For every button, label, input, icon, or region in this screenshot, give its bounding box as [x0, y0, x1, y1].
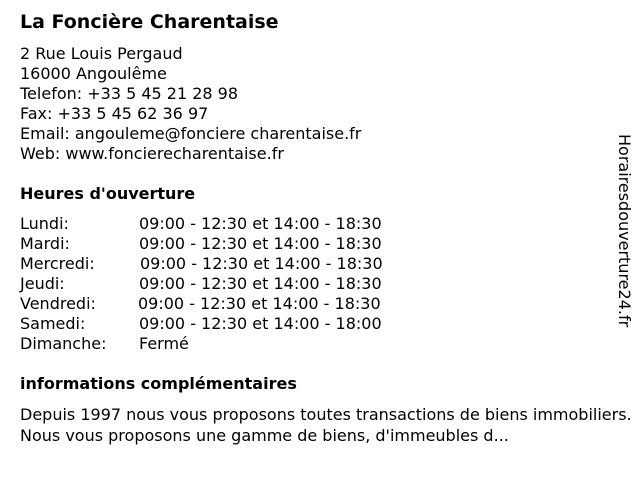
- hours-row-wednesday: [20, 254, 440, 274]
- hours-value: 09:00 - 12:30 et 14:00 - 18:30: [138, 294, 381, 313]
- phone-number[interactable]: Telefon: +33 5 45 21 28 98: [20, 84, 239, 103]
- hours-row-thursday: [20, 274, 440, 294]
- hours-value: 09:00 - 12:30 et 14:00 - 18:00: [139, 314, 382, 333]
- hours-value: 09:00 - 12:30 et 14:00 - 18:30: [139, 214, 382, 233]
- hours-heading: Heures d'ouverture: [20, 184, 196, 203]
- hours-row-sunday: [20, 334, 440, 354]
- email-address[interactable]: Email: angouleme@fonciere charentaise.fr: [20, 124, 362, 143]
- company-name: La Foncière Charentaise: [20, 11, 279, 33]
- hours-row-friday: [20, 294, 440, 314]
- day-label: Mardi:: [20, 234, 70, 253]
- address-street: 2 Rue Louis Pergaud: [20, 44, 183, 63]
- hours-value: 09:00 - 12:30 et 14:00 - 18:30: [139, 234, 382, 253]
- day-label: Mercredi:: [20, 254, 95, 273]
- fax-number: Fax: +33 5 45 62 36 97: [20, 104, 209, 123]
- day-label: Samedi:: [20, 314, 86, 333]
- info-heading: informations complémentaires: [20, 374, 297, 393]
- hours-row-tuesday: [20, 234, 440, 254]
- hours-value: 09:00 - 12:30 et 14:00 - 18:30: [140, 254, 383, 273]
- hours-row-saturday: [20, 314, 440, 334]
- day-label: Lundi:: [20, 214, 69, 233]
- contact-block: [20, 44, 361, 164]
- side-link-label[interactable]: Horairesdouverture24.fr: [615, 134, 634, 328]
- hours-value: Fermé: [139, 334, 189, 353]
- info-description: Depuis 1997 nous vous proposons toutes transactions de biens immobiliers. Nous vous proposons une gamme de biens, d'immeubles d...: [20, 405, 632, 445]
- day-label: Jeudi:: [20, 274, 65, 293]
- opening-hours-table: [20, 214, 440, 354]
- side-watermark-link[interactable]: [612, 134, 636, 370]
- address-city: 16000 Angoulême: [20, 64, 167, 83]
- day-label: Vendredi:: [20, 294, 96, 313]
- day-label: Dimanche:: [20, 334, 107, 353]
- hours-value: 09:00 - 12:30 et 14:00 - 18:30: [139, 274, 382, 293]
- hours-row-monday: [20, 214, 440, 234]
- website-link[interactable]: Web: www.foncierecharentaise.fr: [20, 144, 284, 163]
